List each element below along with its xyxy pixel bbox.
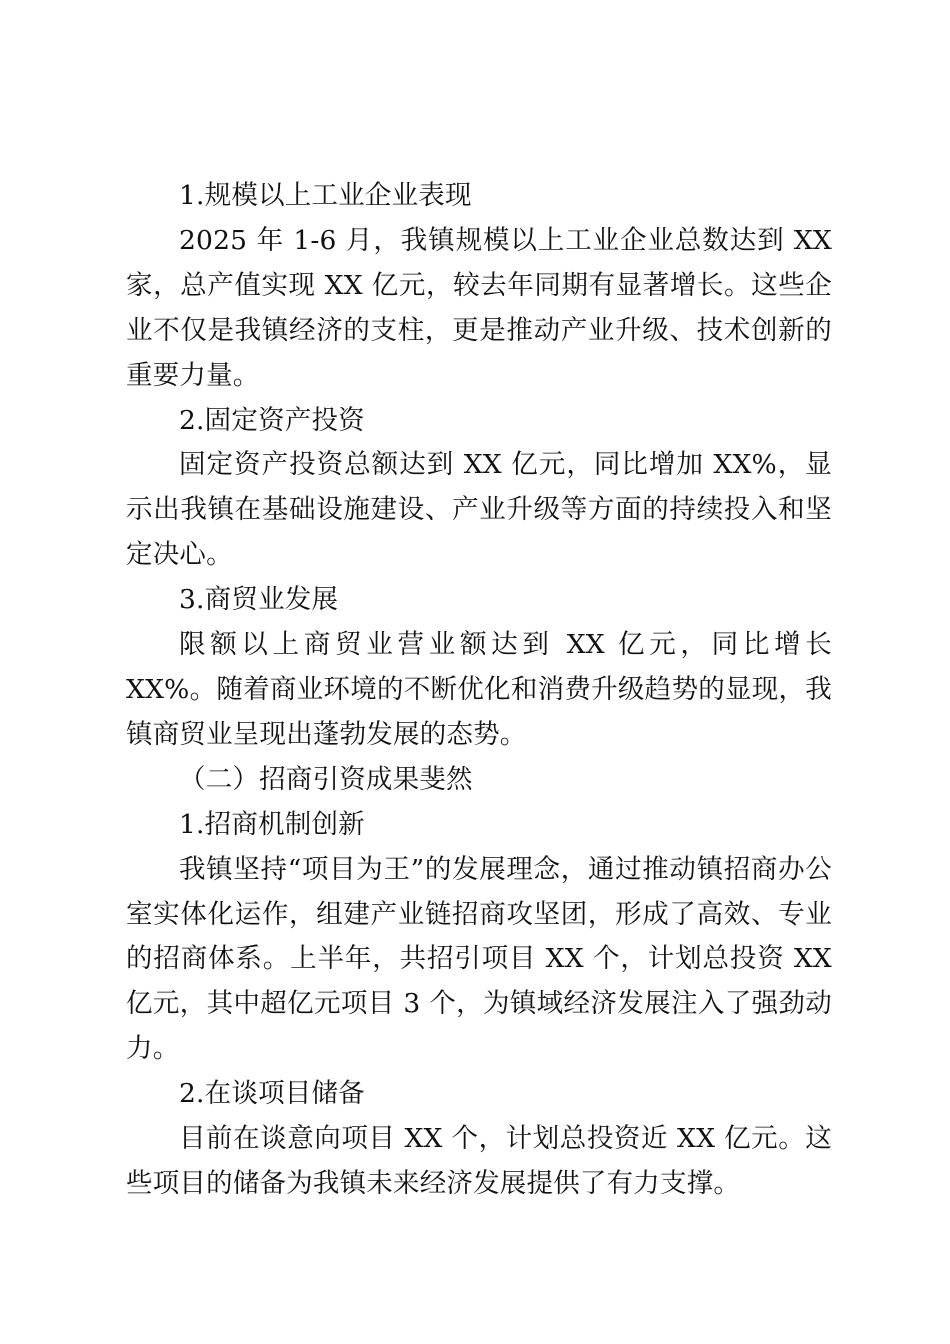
paragraph-project-reserve: 目前在谈意向项目 XX 个，计划总投资近 XX 亿元。这些项目的储备为我镇未来经济发展提供了有力支撑。 xyxy=(126,1123,832,1199)
section-heading-commerce-trade: 3.商贸业发展 xyxy=(179,584,339,616)
document-page xyxy=(126,174,832,1207)
section-heading-mechanism-innovation: 1.招商机制创新 xyxy=(179,808,365,840)
section-heading-fixed-asset-investment: 2.固定资产投资 xyxy=(179,404,365,436)
section-heading-project-reserve: 2.在谈项目储备 xyxy=(179,1078,365,1110)
paragraph-fixed-asset-investment: 固定资产投资总额达到 XX 亿元，同比增加 XX%，显示出我镇在基础设施建设、产业升级等方面的持续投入和坚定决心。 xyxy=(126,449,832,571)
paragraph-industrial-enterprises: 2025 年 1-6 月，我镇规模以上工业企业总数达到 XX 家，总产值实现 XX 亿元，较去年同期有显著增长。这些企业不仅是我镇经济的支柱，更是推动产业升级、技术创新的重要力量。 xyxy=(126,224,832,391)
section-heading-investment-attraction: （二）招商引资成果斐然 xyxy=(179,763,473,795)
paragraph-mechanism-innovation: 我镇坚持“项目为王”的发展理念，通过推动镇招商办公室实体化运作，组建产业链招商攻坚团，形成了高效、专业的招商体系。上半年，共招引项目 XX 个，计划总投资 XX 亿元，其中超亿元项目 3 个，为镇域经济发展注入了强劲动力。 xyxy=(126,853,832,1065)
paragraph-commerce-trade: 限额以上商贸业营业额达到 XX 亿元，同比增长 XX%。随着商业环境的不断优化和消费升级趋势的显现，我镇商贸业呈现出蓬勃发展的态势。 xyxy=(126,629,832,750)
section-heading-industrial-enterprises: 1.规模以上工业企业表现 xyxy=(179,180,472,211)
